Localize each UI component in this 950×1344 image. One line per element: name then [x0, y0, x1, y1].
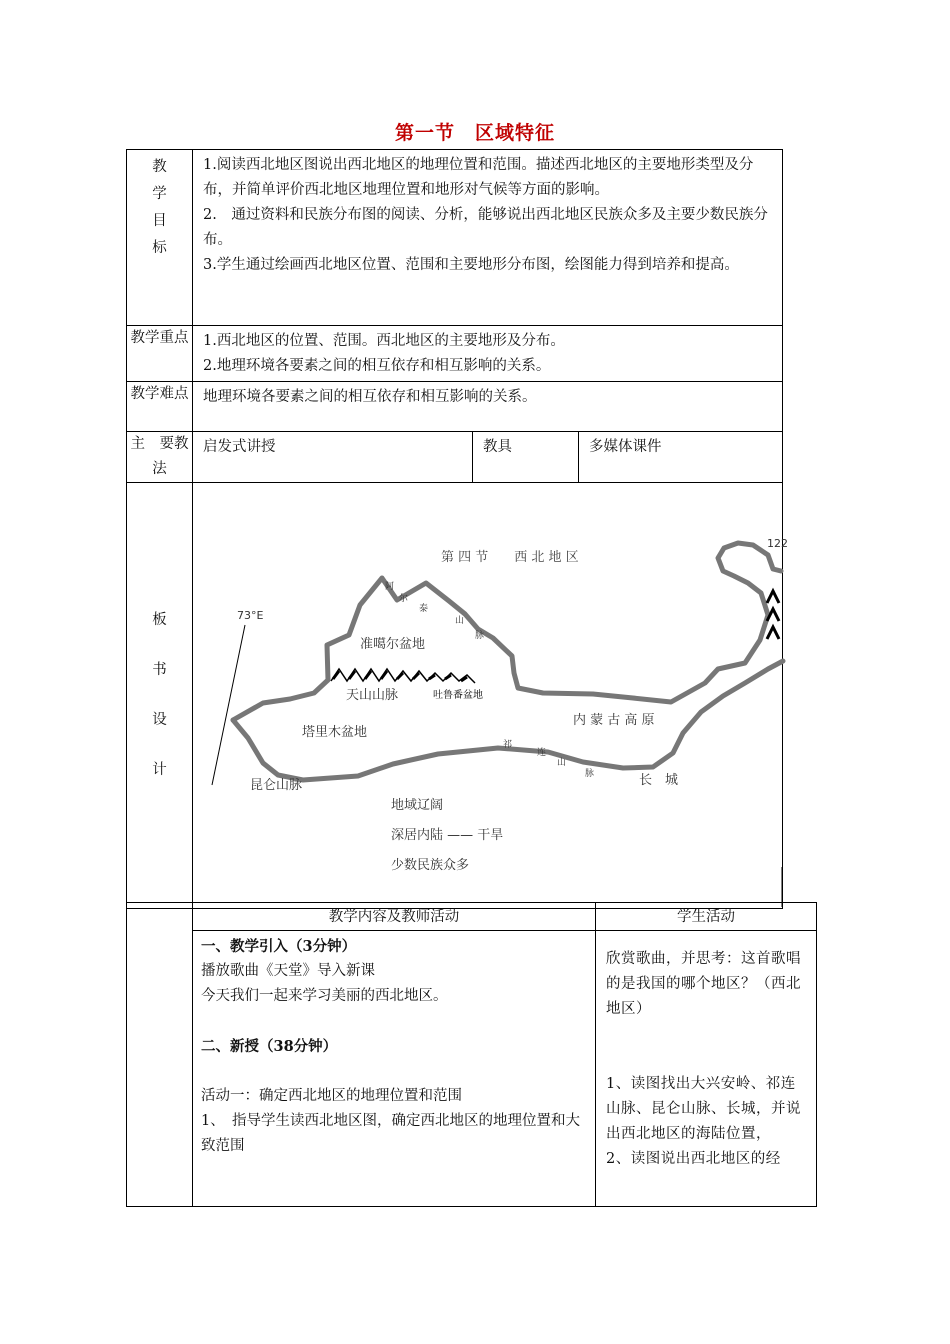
northwest-map	[193, 483, 788, 907]
kunlun-label: 昆仑山脉	[250, 778, 303, 793]
student-line: 1、读图找出大兴安岭、祁连山脉、昆仑山脉、长城，并说出西北地区的海陆位置，	[606, 1076, 801, 1142]
board-label-char: 计	[152, 762, 167, 778]
key-points-content	[193, 326, 783, 382]
qilian-label-char: 祁	[503, 740, 513, 750]
altai-label-char: 山	[455, 616, 465, 626]
objectives-label	[127, 150, 193, 326]
method-value: 启发式讲授	[193, 432, 473, 483]
student-line: 欣赏歌曲，并思考：这首歌唱的是我国的哪个地区？（西北地区）	[606, 951, 801, 1017]
longitude-line	[212, 625, 245, 785]
objective-item: 2. 通过资料和民族分布图的阅读、分析，能够说出西北地区民族众多及主要少数民族分布。	[203, 207, 768, 248]
board-map-cell	[193, 483, 788, 909]
map-note: 地域辽阔	[391, 798, 444, 813]
junggar-label: 准噶尔盆地	[360, 637, 426, 652]
page-title: 第一节 区域特征	[394, 122, 555, 144]
objectives-label-char: 标	[152, 240, 167, 256]
activity-title: 活动一：确定西北地区的地理位置和范围	[201, 1088, 462, 1104]
map-note: 深居内陆 —— 干旱	[391, 828, 504, 843]
qilian-label-char: 山	[557, 758, 567, 768]
northern-boundary	[233, 543, 781, 720]
map-note: 少数民族众多	[391, 858, 470, 873]
difficulty-label: 教学难点	[127, 382, 193, 432]
spacer	[201, 1059, 589, 1084]
objectives-content	[193, 150, 783, 326]
turpan-label: 吐鲁番盆地	[433, 690, 483, 701]
board-label-char: 书	[152, 662, 167, 678]
altai-label-char: 泰	[419, 604, 429, 614]
tarim-label: 塔里木盆地	[302, 725, 368, 740]
objectives-label-char: 学	[152, 186, 167, 202]
section-new-heading: 二、新授（38分钟）	[201, 1038, 338, 1055]
spacer	[606, 1022, 808, 1072]
key-point-item: 2.地理环境各要素之间的相互依存和相互影响的关系。	[203, 358, 551, 374]
objective-item: 1.阅读西北地区图说出西北地区的地理位置和范围。描述西北地区的主要地形类型及分布，并简单评价西北地区地理位置和地形对气候等方面的影响。	[203, 157, 754, 198]
teacher-line: 播放歌曲《天堂》导入新课	[201, 963, 375, 979]
key-point-item: 1.西北地区的位置、范围。西北地区的主要地形及分布。	[203, 333, 565, 349]
objectives-label-char: 教	[152, 159, 167, 175]
difficulty-content: 地理环境各要素之间的相互依存和相互影响的关系。	[193, 382, 783, 432]
student-activities	[596, 931, 817, 1207]
spacer	[201, 1009, 589, 1034]
board-label-char: 设	[152, 712, 167, 728]
inner-mongolia-label: 内 蒙 古 高 原	[573, 713, 655, 728]
key-points-label: 教学重点	[127, 326, 193, 382]
objectives-label-char: 目	[152, 213, 167, 229]
teacher-activities	[193, 931, 596, 1207]
teacher-header: 教学内容及教师活动	[193, 903, 596, 931]
objective-item: 3.学生通过绘画西北地区位置、范围和主要地形分布图，绘图能力得到培养和提高。	[203, 257, 739, 273]
tianshan-mountains-hatch	[333, 671, 467, 681]
altai-label-char: 尔	[399, 594, 409, 604]
tool-label: 教具	[473, 432, 579, 483]
teacher-line: 1、 指导学生读西北地区图，确定西北地区的地理位置和大致范围	[201, 1113, 580, 1154]
student-line: 2、读图说出西北地区的经	[606, 1151, 781, 1167]
lesson-plan-table	[126, 149, 788, 909]
map-heading: 第 四 节 西 北 地 区	[441, 550, 579, 565]
student-header: 学生活动	[596, 903, 817, 931]
tianshan-label: 天山山脉	[346, 688, 399, 703]
activities-left-margin	[127, 903, 193, 1207]
great-wall-label: 长 城	[639, 773, 679, 788]
southern-boundary	[233, 661, 783, 780]
tool-value: 多媒体课件	[579, 432, 783, 483]
method-label: 主 要教法	[127, 432, 193, 483]
longitude-west-label: 73°E	[237, 609, 264, 622]
altai-label-char: 脉	[475, 631, 485, 641]
board-label	[127, 483, 193, 909]
activities-table	[126, 902, 817, 1207]
qilian-label-char: 连	[537, 748, 547, 758]
teacher-line: 今天我们一起来学习美丽的西北地区。	[201, 988, 448, 1004]
longitude-east-label: 122	[767, 537, 788, 550]
altai-label-char: 阿	[385, 582, 395, 592]
qilian-label-char: 脉	[585, 769, 595, 779]
khingan-mountains	[767, 591, 779, 639]
board-label-char: 板	[152, 612, 167, 628]
section-intro-heading: 一、教学引入（3分钟）	[201, 938, 357, 955]
